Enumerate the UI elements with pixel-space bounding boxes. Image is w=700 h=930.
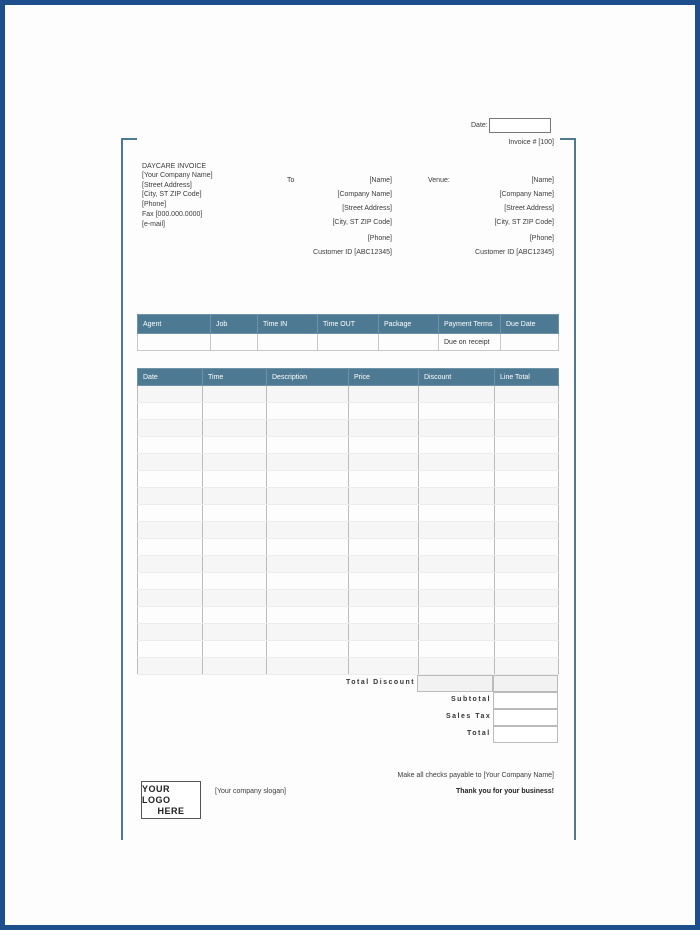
item-cell-line-total[interactable] <box>495 437 559 454</box>
table-row <box>138 658 559 675</box>
total-discount-field[interactable] <box>417 675 493 692</box>
item-cell-discount[interactable] <box>419 505 495 522</box>
table-row <box>138 607 559 624</box>
item-cell-description[interactable] <box>267 658 349 675</box>
item-cell-date[interactable] <box>138 420 203 437</box>
item-cell-discount[interactable] <box>419 488 495 505</box>
item-cell-date[interactable] <box>138 624 203 641</box>
item-cell-discount[interactable] <box>419 590 495 607</box>
total-field[interactable] <box>493 726 558 743</box>
item-cell-description[interactable] <box>267 471 349 488</box>
subtotal-field[interactable] <box>493 692 558 709</box>
to-name: [Name] <box>369 177 392 184</box>
job-table <box>137 314 559 351</box>
invoice-title: DAYCARE INVOICE <box>142 163 207 170</box>
item-cell-time[interactable] <box>203 403 267 420</box>
item-cell-price[interactable] <box>349 539 419 556</box>
item-cell-time[interactable] <box>203 539 267 556</box>
item-cell-date[interactable] <box>138 539 203 556</box>
item-cell-discount[interactable] <box>419 539 495 556</box>
item-cell-price[interactable] <box>349 403 419 420</box>
subtotal-label: Subtotal <box>451 696 491 703</box>
item-cell-description[interactable] <box>267 386 349 403</box>
item-cell-price[interactable] <box>349 624 419 641</box>
item-cell-description[interactable] <box>267 488 349 505</box>
table-row <box>138 334 559 351</box>
item-cell-time[interactable] <box>203 505 267 522</box>
venue-city: [City, ST ZIP Code] <box>494 219 554 226</box>
item-cell-time[interactable] <box>203 573 267 590</box>
table-row <box>138 420 559 437</box>
job-cell-payment-terms[interactable]: Due on receipt <box>439 334 501 351</box>
item-cell-price[interactable] <box>349 590 419 607</box>
item-cell-discount[interactable] <box>419 522 495 539</box>
item-cell-date[interactable] <box>138 658 203 675</box>
item-cell-discount[interactable] <box>419 624 495 641</box>
job-header-agent: Agent <box>138 315 211 334</box>
item-cell-line-total[interactable] <box>495 420 559 437</box>
item-cell-time[interactable] <box>203 488 267 505</box>
item-cell-date[interactable] <box>138 607 203 624</box>
item-cell-time[interactable] <box>203 590 267 607</box>
job-cell-time-in[interactable] <box>258 334 318 351</box>
items-header-discount: Discount <box>419 369 495 386</box>
item-cell-description[interactable] <box>267 522 349 539</box>
item-cell-price[interactable] <box>349 437 419 454</box>
to-company: [Company Name] <box>337 191 392 198</box>
venue-name: [Name] <box>531 177 554 184</box>
table-row <box>138 556 559 573</box>
item-cell-description[interactable] <box>267 403 349 420</box>
item-cell-discount[interactable] <box>419 641 495 658</box>
item-cell-price[interactable] <box>349 420 419 437</box>
item-cell-line-total[interactable] <box>495 607 559 624</box>
job-header-time-in: Time IN <box>258 315 318 334</box>
item-cell-description[interactable] <box>267 539 349 556</box>
item-cell-discount[interactable] <box>419 386 495 403</box>
item-cell-date[interactable] <box>138 505 203 522</box>
right-bracket-decoration <box>560 138 576 840</box>
item-cell-description[interactable] <box>267 454 349 471</box>
item-cell-discount[interactable] <box>419 556 495 573</box>
venue-street: [Street Address] <box>504 205 554 212</box>
item-cell-description[interactable] <box>267 556 349 573</box>
items-header-price: Price <box>349 369 419 386</box>
job-cell-package[interactable] <box>379 334 439 351</box>
checks-payable-note: Make all checks payable to [Your Company Name] <box>397 772 554 779</box>
item-cell-discount[interactable] <box>419 403 495 420</box>
company-street: [Street Address] <box>142 182 192 189</box>
date-label: Date: <box>471 122 488 129</box>
item-cell-date[interactable] <box>138 386 203 403</box>
item-cell-time[interactable] <box>203 522 267 539</box>
to-phone: [Phone] <box>367 235 392 242</box>
item-cell-time[interactable] <box>203 556 267 573</box>
to-customer-id: Customer ID [ABC12345] <box>313 249 392 256</box>
item-cell-date[interactable] <box>138 522 203 539</box>
company-name: [Your Company Name] <box>142 172 213 179</box>
table-row <box>138 590 559 607</box>
item-cell-price[interactable] <box>349 488 419 505</box>
item-cell-time[interactable] <box>203 471 267 488</box>
table-row <box>138 403 559 420</box>
table-row <box>138 488 559 505</box>
item-cell-line-total[interactable] <box>495 539 559 556</box>
item-cell-time[interactable] <box>203 420 267 437</box>
table-row <box>138 454 559 471</box>
table-row <box>138 471 559 488</box>
item-cell-date[interactable] <box>138 454 203 471</box>
item-cell-line-total[interactable] <box>495 590 559 607</box>
item-cell-time[interactable] <box>203 607 267 624</box>
item-cell-time[interactable] <box>203 624 267 641</box>
item-cell-line-total[interactable] <box>495 505 559 522</box>
job-cell-time-out[interactable] <box>318 334 379 351</box>
item-cell-date[interactable] <box>138 437 203 454</box>
item-cell-price[interactable] <box>349 641 419 658</box>
invoice-number: Invoice # [100] <box>508 139 554 146</box>
to-city: [City, ST ZIP Code] <box>332 219 392 226</box>
to-label: To <box>287 177 295 184</box>
company-fax: Fax [000.000.0000] <box>142 211 203 218</box>
item-cell-price[interactable] <box>349 658 419 675</box>
job-header-time-out: Time OUT <box>318 315 379 334</box>
item-cell-description[interactable] <box>267 505 349 522</box>
item-cell-discount[interactable] <box>419 454 495 471</box>
table-row <box>138 641 559 658</box>
item-cell-date[interactable] <box>138 488 203 505</box>
items-header-date: Date <box>138 369 203 386</box>
item-cell-time[interactable] <box>203 437 267 454</box>
job-header-due-date: Due Date <box>501 315 559 334</box>
table-row <box>138 573 559 590</box>
item-cell-line-total[interactable] <box>495 573 559 590</box>
venue-company: [Company Name] <box>499 191 554 198</box>
total-discount-value[interactable] <box>493 675 558 692</box>
item-cell-line-total[interactable] <box>495 658 559 675</box>
sales-tax-field[interactable] <box>493 709 558 726</box>
company-city: [City, ST ZIP Code] <box>142 191 202 198</box>
company-slogan: [Your company slogan] <box>215 788 286 795</box>
thank-you-note: Thank you for your business! <box>455 788 554 795</box>
item-cell-price[interactable] <box>349 386 419 403</box>
item-cell-description[interactable] <box>267 573 349 590</box>
job-header-payment-terms: Payment Terms <box>439 315 501 334</box>
item-cell-time[interactable] <box>203 386 267 403</box>
item-cell-description[interactable] <box>267 607 349 624</box>
table-row <box>138 437 559 454</box>
item-cell-discount[interactable] <box>419 471 495 488</box>
venue-phone: [Phone] <box>529 235 554 242</box>
total-label: Total <box>467 730 491 737</box>
item-cell-price[interactable] <box>349 522 419 539</box>
sales-tax-label: Sales Tax <box>446 713 492 720</box>
item-cell-price[interactable] <box>349 454 419 471</box>
item-cell-line-total[interactable] <box>495 522 559 539</box>
item-cell-price[interactable] <box>349 607 419 624</box>
item-cell-price[interactable] <box>349 573 419 590</box>
job-header-package: Package <box>379 315 439 334</box>
job-cell-due-date[interactable] <box>501 334 559 351</box>
item-cell-date[interactable] <box>138 556 203 573</box>
item-cell-date[interactable] <box>138 590 203 607</box>
table-row <box>138 624 559 641</box>
date-field[interactable] <box>489 118 551 133</box>
item-cell-line-total[interactable] <box>495 386 559 403</box>
item-cell-price[interactable] <box>349 505 419 522</box>
company-phone: [Phone] <box>142 201 167 208</box>
items-header-line-total: Line Total <box>495 369 559 386</box>
item-cell-line-total[interactable] <box>495 556 559 573</box>
table-row <box>138 505 559 522</box>
item-cell-line-total[interactable] <box>495 488 559 505</box>
logo-placeholder <box>141 781 201 819</box>
items-header-description: Description <box>267 369 349 386</box>
job-cell-job[interactable] <box>211 334 258 351</box>
table-row <box>138 539 559 556</box>
item-cell-date[interactable] <box>138 573 203 590</box>
to-street: [Street Address] <box>342 205 392 212</box>
item-cell-description[interactable] <box>267 420 349 437</box>
item-cell-price[interactable] <box>349 471 419 488</box>
venue-label: Venue: <box>428 177 450 184</box>
item-cell-line-total[interactable] <box>495 403 559 420</box>
item-cell-description[interactable] <box>267 590 349 607</box>
left-bracket-decoration <box>121 138 137 840</box>
item-cell-discount[interactable] <box>419 658 495 675</box>
item-cell-line-total[interactable] <box>495 471 559 488</box>
item-cell-time[interactable] <box>203 641 267 658</box>
job-header-job: Job <box>211 315 258 334</box>
venue-customer-id: Customer ID [ABC12345] <box>475 249 554 256</box>
company-email: [e-mail] <box>142 221 165 228</box>
items-table <box>137 368 559 675</box>
item-cell-date[interactable] <box>138 471 203 488</box>
items-header-time: Time <box>203 369 267 386</box>
logo-line-1: YOUR LOGO <box>142 783 171 805</box>
item-cell-discount[interactable] <box>419 420 495 437</box>
item-cell-time[interactable] <box>203 454 267 471</box>
item-cell-line-total[interactable] <box>495 454 559 471</box>
item-cell-line-total[interactable] <box>495 624 559 641</box>
table-row <box>138 386 559 403</box>
item-cell-description[interactable] <box>267 437 349 454</box>
item-cell-time[interactable] <box>203 658 267 675</box>
total-discount-label: Total Discount <box>346 679 416 686</box>
item-cell-discount[interactable] <box>419 607 495 624</box>
item-cell-date[interactable] <box>138 641 203 658</box>
item-cell-date[interactable] <box>138 403 203 420</box>
item-cell-discount[interactable] <box>419 437 495 454</box>
job-cell-agent[interactable] <box>138 334 211 351</box>
item-cell-description[interactable] <box>267 624 349 641</box>
item-cell-description[interactable] <box>267 641 349 658</box>
item-cell-discount[interactable] <box>419 573 495 590</box>
item-cell-line-total[interactable] <box>495 641 559 658</box>
logo-line-2: HERE <box>157 805 185 816</box>
table-row <box>138 522 559 539</box>
item-cell-price[interactable] <box>349 556 419 573</box>
